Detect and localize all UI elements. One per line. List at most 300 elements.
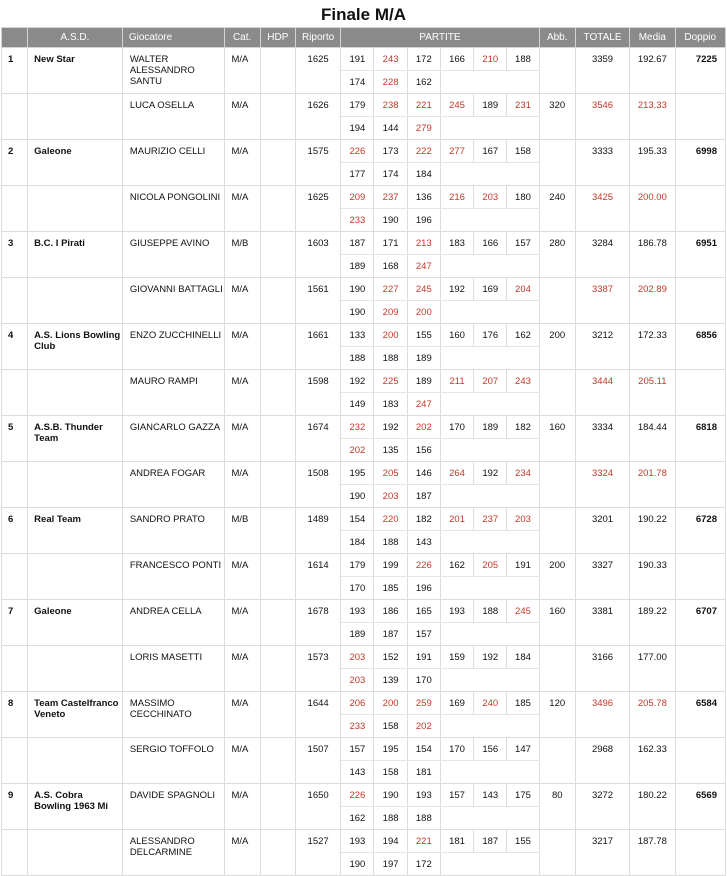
game-score: 243: [374, 48, 407, 71]
game-score: 226: [407, 554, 440, 577]
game-score: 188: [374, 807, 407, 830]
media: 177.00: [630, 646, 675, 692]
game-score: 182: [407, 508, 440, 531]
game-score: 203: [341, 646, 374, 669]
game-score: 181: [407, 761, 440, 784]
game-score: 160: [440, 324, 473, 347]
media: 187.78: [630, 830, 675, 876]
game-score: 210: [474, 48, 507, 71]
riporto: 1650: [295, 784, 340, 830]
riporto: 1644: [295, 692, 340, 738]
game-score: 182: [507, 416, 539, 439]
game-score: 189: [341, 623, 374, 646]
games-filler: [440, 531, 539, 554]
media: 200.00: [630, 186, 675, 232]
header-player: Giocatore: [122, 28, 224, 48]
game-score: 279: [407, 117, 440, 140]
doppio-empty: [675, 830, 726, 876]
player-row: [2, 140, 726, 163]
team-name: New Star: [28, 48, 123, 94]
doppio: 6728: [675, 508, 726, 554]
doppio-empty: [675, 94, 726, 140]
game-score: 143: [341, 761, 374, 784]
game-score: 191: [507, 554, 539, 577]
games-filler: [440, 485, 539, 508]
game-score: 165: [407, 600, 440, 623]
game-score: 221: [407, 94, 440, 117]
hdp: [260, 94, 295, 140]
position: 1: [2, 48, 28, 94]
games-filler: [440, 761, 539, 784]
game-score: 188: [507, 48, 539, 71]
hdp: [260, 784, 295, 830]
game-score: 190: [374, 209, 407, 232]
riporto: 1626: [295, 94, 340, 140]
game-score: 192: [341, 370, 374, 393]
game-score: 158: [374, 715, 407, 738]
game-score: 193: [407, 784, 440, 807]
riporto: 1603: [295, 232, 340, 278]
category: M/A: [224, 370, 260, 416]
abbuono: 320: [539, 94, 575, 140]
player-name: GIOVANNI BATTAGLI: [122, 278, 224, 324]
game-score: 162: [507, 324, 539, 347]
game-score: 162: [407, 71, 440, 94]
position: 2: [2, 140, 28, 186]
games-filler: [440, 853, 539, 876]
header-doppio: Doppio: [675, 28, 726, 48]
game-score: 204: [507, 278, 539, 301]
game-score: 133: [341, 324, 374, 347]
game-score: 146: [407, 462, 440, 485]
player-name: DAVIDE SPAGNOLI: [122, 784, 224, 830]
game-score: 170: [440, 738, 473, 761]
game-score: 171: [374, 232, 407, 255]
game-score: 166: [474, 232, 507, 255]
game-score: 192: [474, 646, 507, 669]
game-score: 181: [440, 830, 473, 853]
category: M/A: [224, 324, 260, 370]
games-filler: [440, 255, 539, 278]
game-score: 189: [474, 416, 507, 439]
category: M/B: [224, 508, 260, 554]
category: M/A: [224, 830, 260, 876]
game-score: 179: [341, 94, 374, 117]
game-score: 228: [374, 71, 407, 94]
position: 8: [2, 692, 28, 738]
games-filler: [440, 669, 539, 692]
game-score: 189: [407, 370, 440, 393]
game-score: 192: [474, 462, 507, 485]
position: 3: [2, 232, 28, 278]
game-score: 188: [341, 347, 374, 370]
game-score: 202: [407, 416, 440, 439]
hdp: [260, 692, 295, 738]
game-score: 180: [507, 186, 539, 209]
page-title: Finale M/A: [320, 5, 406, 24]
position-empty: [2, 94, 28, 140]
header-hdp: HDP: [260, 28, 295, 48]
game-score: 154: [341, 508, 374, 531]
game-score: 144: [374, 117, 407, 140]
riporto: 1598: [295, 370, 340, 416]
player-name: ENZO ZUCCHINELLI: [122, 324, 224, 370]
game-score: 205: [374, 462, 407, 485]
position-empty: [2, 278, 28, 324]
games-filler: [440, 715, 539, 738]
game-score: 193: [341, 830, 374, 853]
team-empty: [28, 370, 123, 416]
game-score: 159: [440, 646, 473, 669]
game-score: 193: [440, 600, 473, 623]
game-score: 259: [407, 692, 440, 715]
category: M/A: [224, 600, 260, 646]
game-score: 202: [407, 715, 440, 738]
abbuono: 200: [539, 554, 575, 600]
riporto: 1674: [295, 416, 340, 462]
riporto: 1661: [295, 324, 340, 370]
game-score: 143: [407, 531, 440, 554]
games-filler: [440, 117, 539, 140]
game-score: 143: [474, 784, 507, 807]
riporto: 1527: [295, 830, 340, 876]
game-score: 213: [407, 232, 440, 255]
team-name: B.C. I Pirati: [28, 232, 123, 278]
game-score: 231: [507, 94, 539, 117]
header-partite: PARTITE: [341, 28, 539, 48]
category: M/A: [224, 738, 260, 784]
game-score: 188: [474, 600, 507, 623]
game-score: 174: [374, 163, 407, 186]
game-score: 243: [507, 370, 539, 393]
game-score: 189: [474, 94, 507, 117]
game-score: 238: [374, 94, 407, 117]
team-empty: [28, 94, 123, 140]
game-score: 206: [341, 692, 374, 715]
game-score: 233: [341, 715, 374, 738]
hdp: [260, 600, 295, 646]
player-name: LUCA OSELLA: [122, 94, 224, 140]
game-score: 190: [341, 485, 374, 508]
games-filler: [440, 577, 539, 600]
team-name: Galeone: [28, 140, 123, 186]
doppio: 6818: [675, 416, 726, 462]
abbuono: [539, 830, 575, 876]
game-score: 157: [440, 784, 473, 807]
team-name: Galeone: [28, 600, 123, 646]
doppio: 6998: [675, 140, 726, 186]
doppio-empty: [675, 646, 726, 692]
totale: 2968: [575, 738, 629, 784]
totale: 3546: [575, 94, 629, 140]
position: 7: [2, 600, 28, 646]
game-score: 155: [507, 830, 539, 853]
riporto: 1507: [295, 738, 340, 784]
game-score: 136: [407, 186, 440, 209]
team-empty: [28, 278, 123, 324]
game-score: 176: [474, 324, 507, 347]
totale: 3324: [575, 462, 629, 508]
game-score: 200: [374, 692, 407, 715]
doppio-empty: [675, 738, 726, 784]
game-score: 209: [341, 186, 374, 209]
media: 213.33: [630, 94, 675, 140]
doppio: 7225: [675, 48, 726, 94]
game-score: 202: [341, 439, 374, 462]
player-row: [2, 646, 726, 669]
abbuono: 240: [539, 186, 575, 232]
player-row: [2, 324, 726, 347]
player-row: [2, 508, 726, 531]
game-score: 170: [440, 416, 473, 439]
game-score: 179: [341, 554, 374, 577]
header-asd: A.S.D.: [28, 28, 123, 48]
game-score: 195: [341, 462, 374, 485]
game-score: 220: [374, 508, 407, 531]
team-empty: [28, 830, 123, 876]
game-score: 172: [407, 48, 440, 71]
hdp: [260, 278, 295, 324]
totale: 3212: [575, 324, 629, 370]
game-score: 190: [341, 278, 374, 301]
game-score: 237: [474, 508, 507, 531]
game-score: 247: [407, 393, 440, 416]
hdp: [260, 186, 295, 232]
game-score: 169: [440, 692, 473, 715]
category: M/A: [224, 462, 260, 508]
riporto: 1625: [295, 186, 340, 232]
game-score: 184: [407, 163, 440, 186]
player-name: MASSIMO CECCHINATO: [122, 692, 224, 738]
game-score: 245: [407, 278, 440, 301]
game-score: 191: [407, 646, 440, 669]
riporto: 1489: [295, 508, 340, 554]
game-score: 149: [341, 393, 374, 416]
game-score: 192: [440, 278, 473, 301]
player-name: SANDRO PRATO: [122, 508, 224, 554]
abbuono: [539, 508, 575, 554]
game-score: 195: [374, 738, 407, 761]
position-empty: [2, 738, 28, 784]
game-score: 277: [440, 140, 473, 163]
game-score: 225: [374, 370, 407, 393]
position-empty: [2, 370, 28, 416]
team-name: Real Team: [28, 508, 123, 554]
game-score: 245: [507, 600, 539, 623]
game-score: 162: [341, 807, 374, 830]
hdp: [260, 324, 295, 370]
game-score: 183: [440, 232, 473, 255]
player-name: MAURIZIO CELLI: [122, 140, 224, 186]
game-score: 237: [374, 186, 407, 209]
game-score: 264: [440, 462, 473, 485]
category: M/A: [224, 278, 260, 324]
games-filler: [440, 623, 539, 646]
game-score: 188: [374, 347, 407, 370]
abbuono: 80: [539, 784, 575, 830]
game-score: 188: [374, 531, 407, 554]
totale: 3496: [575, 692, 629, 738]
category: M/A: [224, 646, 260, 692]
games-filler: [440, 209, 539, 232]
position: 5: [2, 416, 28, 462]
totale: 3272: [575, 784, 629, 830]
position-empty: [2, 554, 28, 600]
game-score: 203: [474, 186, 507, 209]
games-filler: [440, 393, 539, 416]
game-score: 158: [374, 761, 407, 784]
player-row: [2, 692, 726, 715]
team-name: Team Castelfranco Veneto: [28, 692, 123, 738]
category: M/A: [224, 416, 260, 462]
games-filler: [440, 439, 539, 462]
game-score: 196: [407, 209, 440, 232]
abbuono: [539, 278, 575, 324]
doppio: 6584: [675, 692, 726, 738]
game-score: 186: [374, 600, 407, 623]
game-score: 234: [507, 462, 539, 485]
hdp: [260, 370, 295, 416]
media: 201.78: [630, 462, 675, 508]
media: 192.67: [630, 48, 675, 94]
games-filler: [440, 807, 539, 830]
player-name: LORIS MASETTI: [122, 646, 224, 692]
game-score: 184: [507, 646, 539, 669]
player-row: [2, 370, 726, 393]
game-score: 183: [374, 393, 407, 416]
games-filler: [440, 301, 539, 324]
player-row: [2, 278, 726, 301]
player-name: WALTER ALESSANDRO SANTU: [122, 48, 224, 94]
game-score: 189: [407, 347, 440, 370]
media: 190.33: [630, 554, 675, 600]
totale: 3327: [575, 554, 629, 600]
game-score: 158: [507, 140, 539, 163]
category: M/A: [224, 186, 260, 232]
category: M/A: [224, 554, 260, 600]
hdp: [260, 738, 295, 784]
game-score: 245: [440, 94, 473, 117]
header-pos: [2, 28, 28, 48]
abbuono: [539, 738, 575, 784]
game-score: 203: [507, 508, 539, 531]
game-score: 156: [474, 738, 507, 761]
game-score: 216: [440, 186, 473, 209]
game-score: 200: [407, 301, 440, 324]
game-score: 190: [341, 853, 374, 876]
category: M/A: [224, 48, 260, 94]
game-score: 157: [407, 623, 440, 646]
position-empty: [2, 646, 28, 692]
games-filler: [440, 163, 539, 186]
game-score: 187: [374, 623, 407, 646]
hdp: [260, 646, 295, 692]
game-score: 196: [407, 577, 440, 600]
game-score: 157: [507, 232, 539, 255]
player-row: [2, 830, 726, 853]
player-row: [2, 232, 726, 255]
game-score: 185: [507, 692, 539, 715]
totale: 3381: [575, 600, 629, 646]
game-score: 192: [374, 416, 407, 439]
media: 184.44: [630, 416, 675, 462]
game-score: 205: [474, 554, 507, 577]
team-empty: [28, 738, 123, 784]
game-score: 190: [341, 301, 374, 324]
riporto: 1573: [295, 646, 340, 692]
game-score: 189: [341, 255, 374, 278]
position: 4: [2, 324, 28, 370]
player-name: GIUSEPPE AVINO: [122, 232, 224, 278]
game-score: 156: [407, 439, 440, 462]
doppio: 6569: [675, 784, 726, 830]
hdp: [260, 462, 295, 508]
team-empty: [28, 646, 123, 692]
team-name: A.S.B. Thunder Team: [28, 416, 123, 462]
game-score: 191: [341, 48, 374, 71]
media: 195.33: [630, 140, 675, 186]
totale: 3359: [575, 48, 629, 94]
doppio: 6707: [675, 600, 726, 646]
doppio-empty: [675, 186, 726, 232]
game-score: 203: [341, 669, 374, 692]
riporto: 1561: [295, 278, 340, 324]
riporto: 1625: [295, 48, 340, 94]
player-name: GIANCARLO GAZZA: [122, 416, 224, 462]
player-row: [2, 600, 726, 623]
game-score: 188: [407, 807, 440, 830]
player-name: ANDREA CELLA: [122, 600, 224, 646]
game-score: 199: [374, 554, 407, 577]
player-row: [2, 416, 726, 439]
doppio-empty: [675, 370, 726, 416]
hdp: [260, 554, 295, 600]
game-score: 187: [341, 232, 374, 255]
player-name: ALESSANDRO DELCARMINE: [122, 830, 224, 876]
position: 9: [2, 784, 28, 830]
game-score: 226: [341, 784, 374, 807]
player-row: [2, 94, 726, 117]
game-score: 185: [374, 577, 407, 600]
game-score: 166: [440, 48, 473, 71]
riporto: 1614: [295, 554, 340, 600]
category: M/A: [224, 140, 260, 186]
games-filler: [440, 347, 539, 370]
media: 205.11: [630, 370, 675, 416]
game-score: 226: [341, 140, 374, 163]
game-score: 207: [474, 370, 507, 393]
team-empty: [28, 186, 123, 232]
abbuono: [539, 462, 575, 508]
header-row: [2, 28, 726, 48]
hdp: [260, 48, 295, 94]
position: 6: [2, 508, 28, 554]
game-score: 190: [374, 784, 407, 807]
totale: 3284: [575, 232, 629, 278]
team-empty: [28, 462, 123, 508]
player-name: MAURO RAMPI: [122, 370, 224, 416]
abbuono: [539, 646, 575, 692]
media: 162.33: [630, 738, 675, 784]
team-name: A.S. Lions Bowling Club: [28, 324, 123, 370]
position-empty: [2, 830, 28, 876]
game-score: 157: [341, 738, 374, 761]
game-score: 232: [341, 416, 374, 439]
game-score: 187: [407, 485, 440, 508]
game-score: 147: [507, 738, 539, 761]
doppio-empty: [675, 462, 726, 508]
game-score: 154: [407, 738, 440, 761]
